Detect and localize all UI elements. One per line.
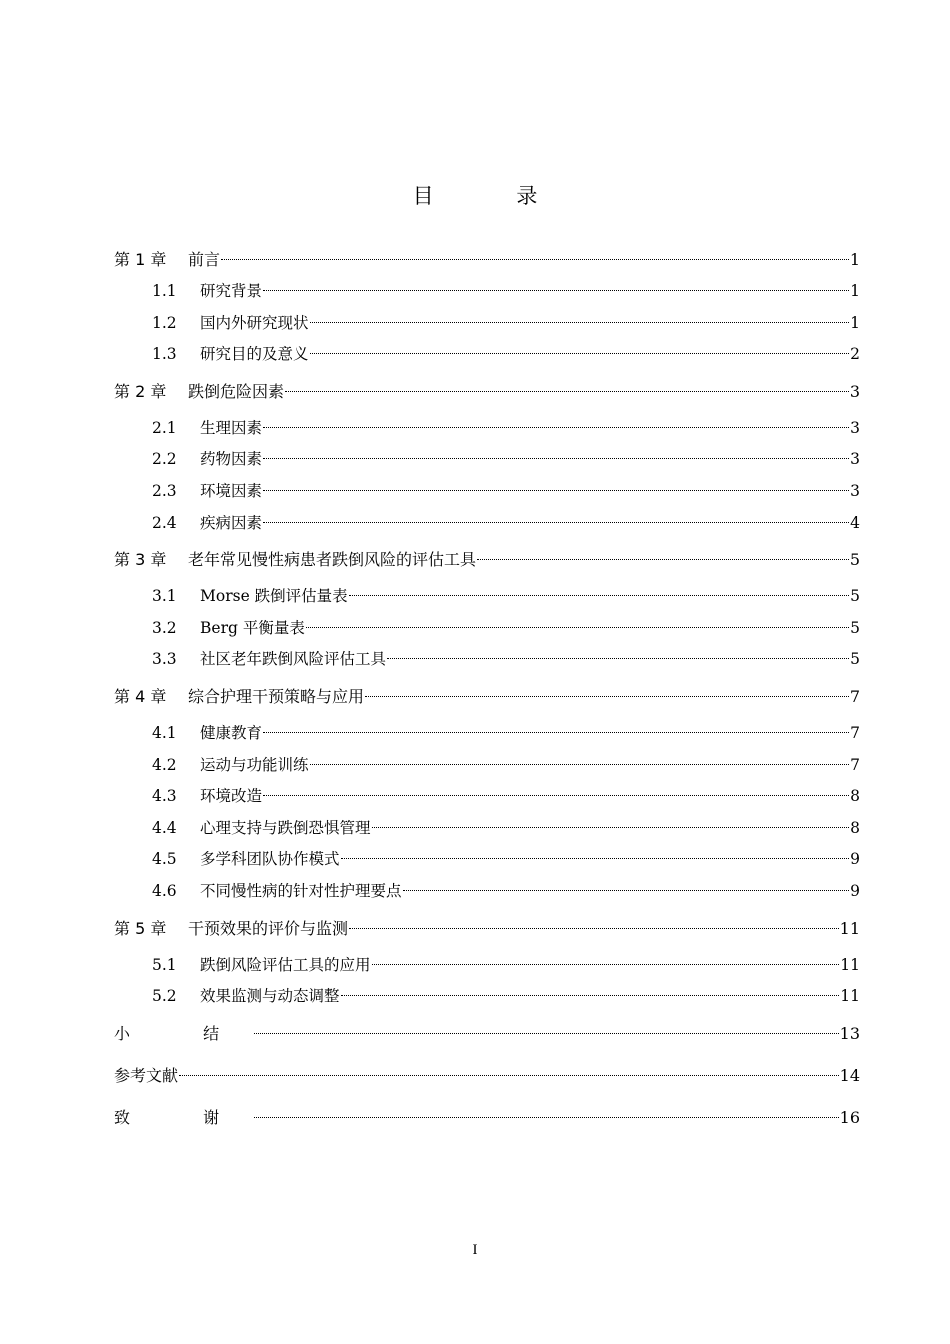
toc-entry-page: 3 <box>849 381 860 401</box>
toc-entry-page: 1 <box>850 313 860 332</box>
toc-entry-page: 9 <box>850 850 860 869</box>
dot-leader <box>285 391 849 392</box>
toc-entry-page: 5 <box>849 550 860 570</box>
toc-entry-page: 5 <box>850 587 860 606</box>
toc-entry-page: 7 <box>850 723 860 742</box>
toc-section-entry[interactable] <box>114 750 860 782</box>
toc-entry-page: 2 <box>850 345 860 364</box>
toc-section-entry[interactable] <box>114 981 860 1013</box>
dot-leader <box>372 827 850 828</box>
toc-entry-page: 3 <box>850 418 860 437</box>
toc-entry-page: 1 <box>849 250 860 269</box>
toc-entry-number: 4.3 <box>152 787 177 806</box>
toc-section-entry[interactable] <box>114 876 860 908</box>
table-of-contents <box>114 244 860 1139</box>
dot-leader <box>341 858 850 859</box>
toc-entry-label: 心理支持与跌倒恐惧管理 <box>200 818 371 837</box>
toc-entry-number: 第 2 章 <box>114 381 167 401</box>
dot-leader <box>263 490 849 491</box>
toc-section-entry[interactable] <box>114 413 860 445</box>
toc-entry-page: 7 <box>849 686 860 706</box>
toc-entry-label: 研究目的及意义 <box>200 345 309 364</box>
toc-chapter-entry[interactable] <box>114 371 860 413</box>
toc-entry-number: 3.1 <box>152 587 177 606</box>
toc-entry-number: 4.2 <box>152 755 177 774</box>
toc-entry-label: 环境改造 <box>200 787 263 806</box>
toc-entry-number: 4.6 <box>152 881 177 900</box>
toc-entry-label: 研究背景 <box>200 282 263 300</box>
toc-chapter-entry[interactable] <box>114 1013 860 1055</box>
toc-title: 目 录 <box>412 184 576 208</box>
dot-leader <box>179 1075 839 1076</box>
toc-section-entry[interactable] <box>114 581 860 613</box>
toc-entry-label: 小 结 <box>114 1023 254 1043</box>
toc-entry-page: 8 <box>850 787 860 806</box>
dot-leader <box>221 259 849 260</box>
dot-leader <box>263 290 849 291</box>
toc-entry-number: 3.3 <box>152 650 177 669</box>
toc-entry-number: 1.3 <box>152 345 177 364</box>
dot-leader <box>263 522 849 523</box>
toc-entry-page: 3 <box>850 450 860 469</box>
toc-section-entry[interactable] <box>114 339 860 371</box>
toc-entry-page: 9 <box>850 881 860 900</box>
toc-section-entry[interactable] <box>114 308 860 340</box>
toc-chapter-entry[interactable] <box>114 908 860 950</box>
dot-leader <box>254 1033 839 1034</box>
dot-leader <box>310 353 850 354</box>
toc-section-entry[interactable] <box>114 613 860 645</box>
dot-leader <box>349 595 849 596</box>
toc-entry-page: 11 <box>840 955 860 974</box>
toc-section-entry[interactable] <box>114 718 860 750</box>
dot-leader <box>387 658 849 659</box>
toc-entry-label: 致 谢 <box>114 1107 254 1127</box>
toc-entry-page: 11 <box>839 918 860 938</box>
toc-section-entry[interactable] <box>114 444 860 476</box>
toc-entry-number: 4.1 <box>152 723 177 742</box>
dot-leader <box>310 764 850 765</box>
toc-entry-label: 跌倒危险因素 <box>188 381 285 401</box>
toc-entry-label: 多学科团队协作模式 <box>200 850 340 869</box>
toc-section-entry[interactable] <box>114 813 860 845</box>
dot-leader <box>263 458 849 459</box>
toc-entry-number: 第 4 章 <box>114 686 167 706</box>
toc-entry-label: 运动与功能训练 <box>200 755 309 774</box>
page-number: I <box>472 1242 478 1258</box>
toc-entry-label: 药物因素 <box>200 450 263 469</box>
toc-chapter-entry[interactable] <box>114 1097 860 1139</box>
toc-entry-label: 社区老年跌倒风险评估工具 <box>200 650 387 669</box>
toc-entry-page: 3 <box>850 481 860 500</box>
dot-leader <box>365 696 849 697</box>
toc-entry-label: 效果监测与动态调整 <box>200 987 340 1006</box>
toc-section-entry[interactable] <box>114 844 860 876</box>
dot-leader <box>372 964 840 965</box>
toc-entry-number: 2.2 <box>152 450 177 469</box>
toc-entry-number: 1.2 <box>152 313 177 332</box>
dot-leader <box>349 928 839 929</box>
toc-entry-label: 老年常见慢性病患者跌倒风险的评估工具 <box>188 550 477 570</box>
toc-entry-page: 1 <box>850 282 860 300</box>
toc-entry-page: 16 <box>839 1107 860 1127</box>
toc-section-entry[interactable] <box>114 950 860 982</box>
toc-entry-number: 5.2 <box>152 987 177 1006</box>
toc-entry-label: 生理因素 <box>200 418 263 437</box>
toc-entry-page: 13 <box>839 1023 860 1043</box>
toc-entry-label: 干预效果的评价与监测 <box>188 918 349 938</box>
dot-leader <box>306 627 849 628</box>
toc-section-entry[interactable] <box>114 476 860 508</box>
dot-leader <box>310 322 850 323</box>
dot-leader <box>403 890 850 891</box>
toc-entry-page: 7 <box>850 755 860 774</box>
toc-entry-page: 5 <box>850 618 860 637</box>
toc-entry-label: 参考文献 <box>114 1065 179 1085</box>
dot-leader <box>254 1117 839 1118</box>
toc-entry-label: 不同慢性病的针对性护理要点 <box>200 881 402 900</box>
toc-entry-page: 5 <box>850 650 860 669</box>
toc-entry-number: 4.5 <box>152 850 177 869</box>
toc-entry-label: 前言 <box>188 250 221 269</box>
toc-section-entry[interactable] <box>114 276 860 308</box>
toc-entry-label: Berg 平衡量表 <box>200 618 305 637</box>
toc-chapter-entry[interactable] <box>114 676 860 718</box>
dot-leader <box>263 795 849 796</box>
toc-entry-number: 2.4 <box>152 513 177 532</box>
toc-section-entry[interactable] <box>114 508 860 540</box>
toc-section-entry[interactable] <box>114 644 860 676</box>
toc-chapter-entry[interactable] <box>114 539 860 581</box>
toc-chapter-entry[interactable] <box>114 244 860 276</box>
dot-leader <box>341 995 840 996</box>
toc-entry-label: 综合护理干预策略与应用 <box>188 686 365 706</box>
toc-entry-number: 4.4 <box>152 818 177 837</box>
dot-leader <box>263 427 849 428</box>
toc-entry-number: 2.1 <box>152 418 177 437</box>
toc-entry-number: 第 1 章 <box>114 250 167 269</box>
toc-entry-page: 4 <box>850 513 860 532</box>
toc-section-entry[interactable] <box>114 781 860 813</box>
toc-entry-label: 环境因素 <box>200 481 263 500</box>
toc-entry-page: 11 <box>840 987 860 1006</box>
toc-entry-label: 疾病因素 <box>200 513 263 532</box>
toc-entry-number: 5.1 <box>152 955 177 974</box>
toc-entry-number: 1.1 <box>152 282 177 300</box>
toc-entry-page: 8 <box>850 818 860 837</box>
toc-entry-number: 2.3 <box>152 481 177 500</box>
dot-leader <box>263 732 849 733</box>
toc-entry-page: 14 <box>839 1065 860 1085</box>
toc-entry-number: 3.2 <box>152 618 177 637</box>
toc-entry-number: 第 3 章 <box>114 550 167 570</box>
toc-entry-label: 跌倒风险评估工具的应用 <box>200 955 371 974</box>
toc-entry-label: Morse 跌倒评估量表 <box>200 587 348 606</box>
toc-entry-number: 第 5 章 <box>114 918 167 938</box>
toc-chapter-entry[interactable] <box>114 1055 860 1097</box>
toc-entry-label: 国内外研究现状 <box>200 313 309 332</box>
dot-leader <box>477 559 849 560</box>
toc-entry-label: 健康教育 <box>200 723 263 742</box>
